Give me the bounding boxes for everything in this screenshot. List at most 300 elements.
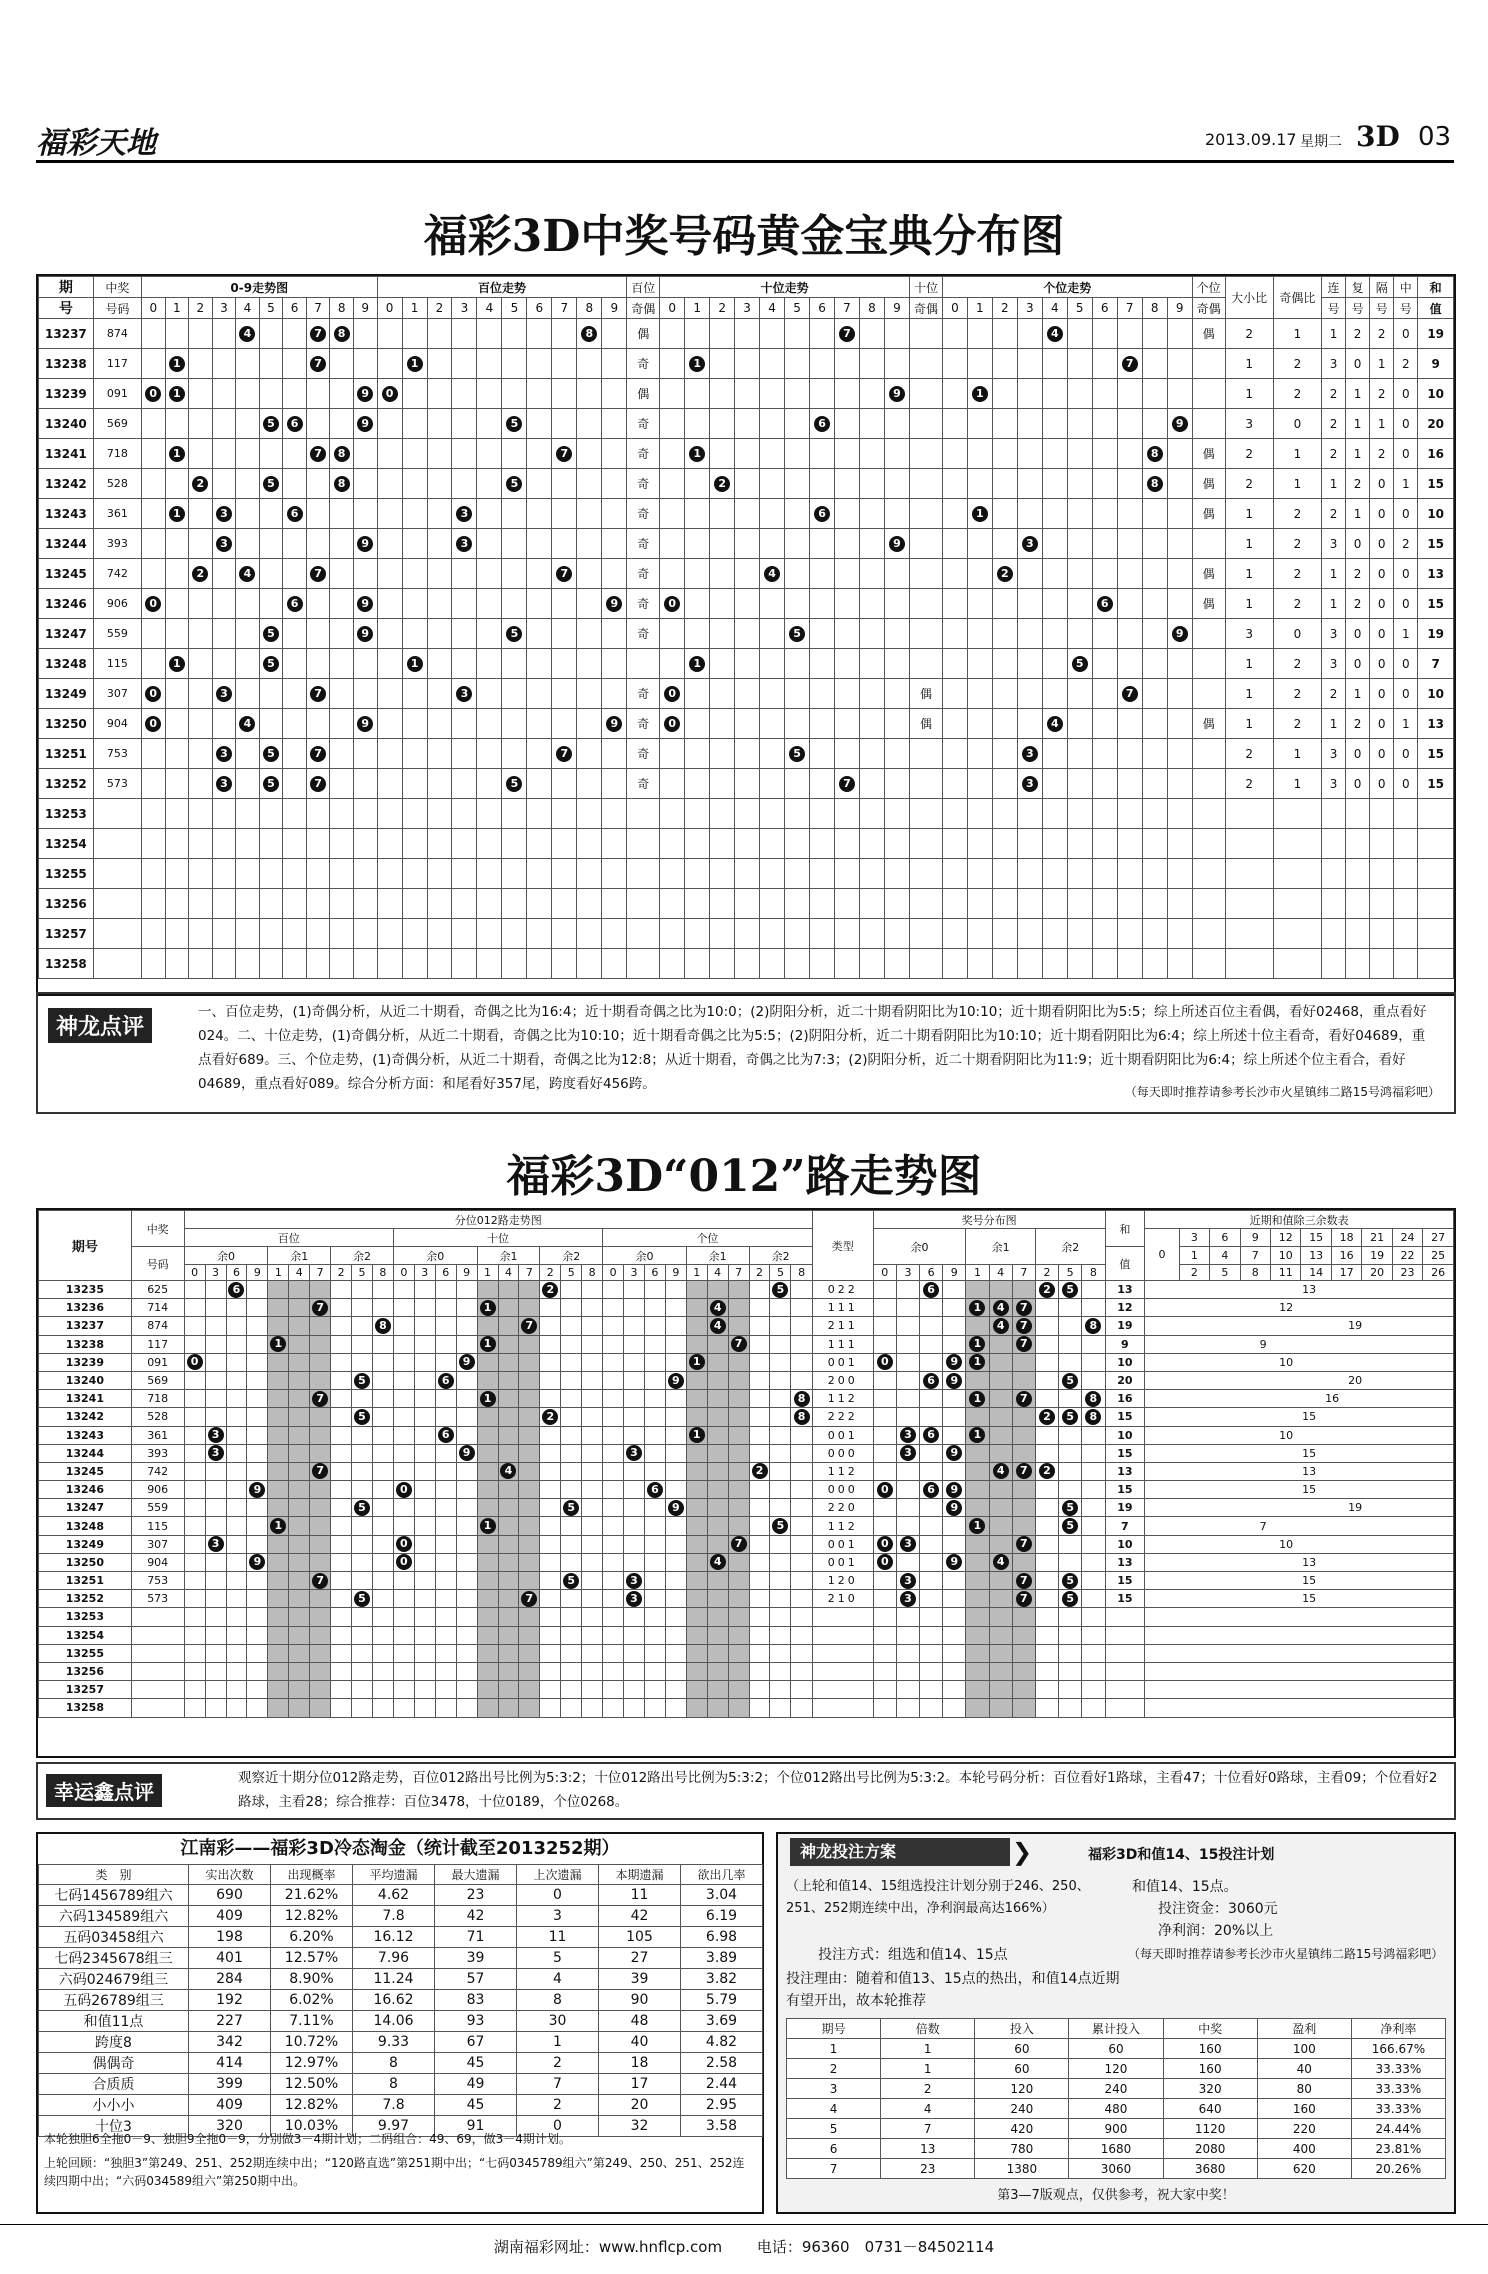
digit-header: 6 <box>283 298 307 319</box>
position-cell <box>884 769 909 799</box>
route-cell <box>665 1299 686 1317</box>
position-cell <box>992 499 1017 529</box>
route-cell <box>435 1662 456 1680</box>
position-cell <box>942 439 967 469</box>
mid-cell <box>1394 829 1418 859</box>
position-cell <box>760 949 785 979</box>
route-cell <box>456 1590 477 1608</box>
zero-nine-cell <box>212 679 236 709</box>
position-cell <box>1092 709 1117 739</box>
drawn-digit-ball: 1 <box>480 1300 496 1316</box>
route-cell <box>686 1390 707 1408</box>
route-cell <box>791 1371 812 1389</box>
position-cell <box>884 379 909 409</box>
zero-nine-cell <box>283 559 307 589</box>
route-cell <box>226 1281 247 1299</box>
consec-cell: 2 <box>1321 499 1345 529</box>
draw-header-top: 中奖 <box>131 1211 184 1247</box>
route-cell <box>268 1317 289 1335</box>
position-cell <box>502 769 527 799</box>
route-cell <box>749 1371 770 1389</box>
route-cell <box>603 1281 624 1299</box>
position-cell <box>967 679 992 709</box>
position-cell <box>402 949 427 979</box>
repeat-cell: 1 <box>1346 499 1370 529</box>
route-cell <box>310 1335 331 1353</box>
period-cell: 13251 <box>39 1572 132 1590</box>
route-cell <box>644 1662 665 1680</box>
route-cell <box>205 1481 226 1499</box>
drawn-digit-ball: 5 <box>1062 1573 1078 1589</box>
dist-cell <box>1012 1644 1035 1662</box>
route-cell <box>456 1662 477 1680</box>
route-cell <box>435 1481 456 1499</box>
position-cell <box>402 769 427 799</box>
route-cell <box>540 1681 561 1699</box>
route-cell <box>247 1499 268 1517</box>
route-cell <box>205 1535 226 1553</box>
draw-cell: 874 <box>93 319 141 349</box>
route-cell <box>561 1299 582 1317</box>
mid-cell: 1 <box>1394 469 1418 499</box>
rem-cell <box>1145 1444 1454 1462</box>
position-cell <box>810 529 835 559</box>
sum-cell: 9 <box>1418 349 1454 379</box>
plan-cell: 80 <box>1257 2079 1351 2099</box>
position-cell <box>1142 769 1167 799</box>
position-cell <box>942 319 967 349</box>
zero-nine-cell <box>165 859 189 889</box>
table-row <box>39 589 1454 619</box>
position-cell <box>577 739 602 769</box>
position-cell <box>1042 379 1067 409</box>
drawn-digit-ball: 9 <box>946 1373 962 1389</box>
drawn-digit-ball: 0 <box>145 596 161 612</box>
route-cell <box>603 1353 624 1371</box>
dist-cell <box>896 1699 919 1717</box>
repeat-cell: 2 <box>1346 319 1370 349</box>
type-cell: 001 <box>812 1426 873 1444</box>
position-cell <box>710 589 735 619</box>
dist-cell <box>1012 1371 1035 1389</box>
position-cell <box>1067 409 1092 439</box>
zero-nine-cell <box>259 349 283 379</box>
position-cell <box>835 919 860 949</box>
position-cell <box>427 889 452 919</box>
zero-nine-cell <box>283 949 307 979</box>
consec-cell: 1 <box>1321 589 1345 619</box>
draw-cell: 718 <box>93 439 141 469</box>
rem-value: 15 <box>1302 1592 1317 1606</box>
route-cell <box>540 1608 561 1626</box>
hundreds-oe-bot: 奇偶 <box>627 298 660 319</box>
route-cell <box>561 1426 582 1444</box>
position-cell <box>660 889 685 919</box>
digit-header: 4 <box>477 298 502 319</box>
route-cell <box>372 1608 393 1626</box>
dist-cell <box>1012 1626 1035 1644</box>
rem-value: 15 <box>1302 1574 1317 1588</box>
position-cell <box>602 709 627 739</box>
position-cell <box>1092 889 1117 919</box>
dist-cell <box>989 1281 1012 1299</box>
position-cell <box>602 469 627 499</box>
route-cell <box>393 1299 414 1317</box>
route-cell <box>393 1572 414 1590</box>
dist-cell <box>1059 1517 1082 1535</box>
sum-cell: 19 <box>1418 619 1454 649</box>
route-cell <box>435 1299 456 1317</box>
zero-nine-cell <box>283 889 307 919</box>
digit-header: 5 <box>785 298 810 319</box>
route-cell <box>582 1662 603 1680</box>
masthead-logo: 福彩天地 <box>36 126 156 161</box>
position-cell <box>1142 709 1167 739</box>
position-cell <box>1092 739 1117 769</box>
route-cell <box>331 1371 352 1389</box>
route-cell <box>352 1517 373 1535</box>
draw-cell: 904 <box>93 709 141 739</box>
position-cell <box>685 679 710 709</box>
route-cell <box>289 1553 310 1571</box>
route-cell <box>644 1644 665 1662</box>
route-cell <box>435 1426 456 1444</box>
rem-cell <box>1145 1572 1454 1590</box>
period-cell: 13239 <box>39 1353 132 1371</box>
sum-cell: 19 <box>1105 1499 1145 1517</box>
route-cell <box>519 1572 540 1590</box>
route-cell <box>372 1590 393 1608</box>
cold-cell: 16.12 <box>353 1927 435 1948</box>
zero-nine-cell <box>141 529 165 559</box>
oe-cell <box>910 589 943 619</box>
position-cell <box>1117 649 1142 679</box>
position-cell <box>735 859 760 889</box>
route-cell <box>352 1462 373 1480</box>
route-cell <box>624 1426 645 1444</box>
route-cell <box>728 1408 749 1426</box>
position-cell <box>735 679 760 709</box>
position-cell <box>577 559 602 589</box>
route-cell <box>498 1662 519 1680</box>
drawn-digit-ball: 5 <box>563 1500 579 1516</box>
route-cell <box>414 1572 435 1590</box>
drawn-digit-ball: 9 <box>357 416 373 432</box>
skip-cell <box>1370 859 1394 889</box>
route-cell <box>289 1499 310 1517</box>
cold-cell: 93 <box>435 2011 517 2032</box>
route-cell <box>352 1444 373 1462</box>
route-cell <box>624 1517 645 1535</box>
zero-nine-cell <box>236 499 260 529</box>
position-cell <box>785 529 810 559</box>
route-cell <box>686 1626 707 1644</box>
dist-cell <box>966 1335 989 1353</box>
oe-cell <box>627 859 660 889</box>
route-cell <box>414 1535 435 1553</box>
drawn-digit-ball: 1 <box>689 656 705 672</box>
draw-cell: 906 <box>131 1481 184 1499</box>
footer-site: 湖南福彩网址：www.hnflcp.com <box>493 2238 723 2256</box>
draw-cell: 361 <box>93 499 141 529</box>
position-cell <box>552 649 577 679</box>
route-cell <box>352 1335 373 1353</box>
zero-nine-cell <box>141 919 165 949</box>
position-cell <box>552 349 577 379</box>
position-cell <box>1067 829 1092 859</box>
route-cell <box>372 1517 393 1535</box>
big-small-cell: 2 <box>1225 319 1273 349</box>
route-cell <box>247 1408 268 1426</box>
cold-cell: 2 <box>517 2095 599 2116</box>
consec-cell: 1 <box>1321 319 1345 349</box>
route-cell <box>289 1353 310 1371</box>
route-cell <box>289 1699 310 1717</box>
position-cell <box>835 619 860 649</box>
sub-digit: 4 <box>707 1265 728 1281</box>
position-cell <box>967 949 992 979</box>
position-cell <box>1167 619 1192 649</box>
period-cell: 13253 <box>39 799 94 829</box>
big-small-cell: 1 <box>1225 649 1273 679</box>
zero-nine-cell <box>141 499 165 529</box>
period-cell: 13247 <box>39 1499 132 1517</box>
position-cell <box>427 319 452 349</box>
route-cell <box>331 1481 352 1499</box>
route-cell <box>603 1499 624 1517</box>
zero-nine-cell <box>283 349 307 379</box>
zero-nine-cell <box>283 799 307 829</box>
zero-nine-cell <box>165 769 189 799</box>
table-row <box>39 649 1454 679</box>
dist-cell <box>920 1517 943 1535</box>
cold-cell: 105 <box>599 1927 681 1948</box>
dist-cell <box>943 1462 966 1480</box>
drawn-digit-ball: 2 <box>1039 1409 1055 1425</box>
position-cell <box>502 529 527 559</box>
route-cell <box>728 1608 749 1626</box>
consec-cell: 3 <box>1321 769 1345 799</box>
rem-cell <box>1145 1390 1454 1408</box>
position-cell <box>502 889 527 919</box>
zero-nine-cell <box>165 709 189 739</box>
route-cell <box>644 1681 665 1699</box>
position-cell <box>660 739 685 769</box>
type-cell: 112 <box>812 1517 873 1535</box>
cold-cell: 284 <box>189 1969 271 1990</box>
position-cell <box>1167 379 1192 409</box>
position-cell <box>967 589 992 619</box>
route-cell <box>414 1481 435 1499</box>
position-cell <box>1017 529 1042 559</box>
route-cell <box>644 1444 665 1462</box>
dist-cell <box>943 1408 966 1426</box>
zero-nine-cell <box>306 619 330 649</box>
route-cell <box>226 1553 247 1571</box>
route-cell <box>477 1553 498 1571</box>
route-cell <box>603 1390 624 1408</box>
zero-nine-cell <box>165 949 189 979</box>
cold-cell: 3.89 <box>681 1948 763 1969</box>
route-cell <box>519 1499 540 1517</box>
position-cell <box>377 799 402 829</box>
zero-nine-cell <box>330 709 354 739</box>
position-cell <box>967 799 992 829</box>
dist-cell <box>1059 1626 1082 1644</box>
route-cell <box>728 1390 749 1408</box>
position-cell <box>602 889 627 919</box>
drawn-digit-ball: 5 <box>263 776 279 792</box>
oe-cell: 奇 <box>627 529 660 559</box>
route-cell <box>582 1335 603 1353</box>
position-cell <box>859 319 884 349</box>
route-cell <box>414 1426 435 1444</box>
zero-nine-cell <box>330 589 354 619</box>
zero-nine-cell <box>212 379 236 409</box>
route-cell <box>749 1390 770 1408</box>
position-cell <box>967 709 992 739</box>
oe-cell <box>910 379 943 409</box>
position-cell <box>402 589 427 619</box>
odd-even-cell: 2 <box>1273 349 1321 379</box>
rem-header: 近期和值除三余数表 <box>1145 1211 1454 1229</box>
betting-plan-note: （每天即时推荐请参考长沙市火星镇纬二路15号鸿福彩吧） <box>1128 1947 1444 1961</box>
period-header: 期号 <box>39 1211 132 1281</box>
mid-cell <box>1394 859 1418 889</box>
repeat-cell: 1 <box>1346 379 1370 409</box>
rem-cell <box>1145 1408 1454 1426</box>
dist-cell <box>989 1626 1012 1644</box>
route-cell <box>268 1681 289 1699</box>
route-cell <box>310 1517 331 1535</box>
zero-nine-cell <box>330 559 354 589</box>
repeat-cell: 0 <box>1346 529 1370 559</box>
position-cell <box>884 949 909 979</box>
dist-cell <box>896 1426 919 1444</box>
drawn-digit-ball: 5 <box>789 626 805 642</box>
dist-cell <box>1059 1444 1082 1462</box>
position-cell <box>760 499 785 529</box>
drawn-digit-ball: 0 <box>396 1482 412 1498</box>
drawn-digit-ball: 4 <box>764 566 780 582</box>
drawn-digit-ball: 0 <box>877 1554 893 1570</box>
position-cell <box>577 439 602 469</box>
dist-cell <box>896 1517 919 1535</box>
position-cell <box>992 439 1017 469</box>
zero-nine-cell <box>330 829 354 859</box>
position-cell <box>527 679 552 709</box>
zero-nine-cell <box>189 349 213 379</box>
draw-cell <box>131 1644 184 1662</box>
plan-cell: 2 <box>881 2079 975 2099</box>
position-cell <box>1042 409 1067 439</box>
dist-cell <box>873 1371 896 1389</box>
position-cell <box>527 499 552 529</box>
dist-cell <box>1059 1371 1082 1389</box>
route-cell <box>331 1353 352 1371</box>
position-cell <box>760 439 785 469</box>
route-cell <box>226 1299 247 1317</box>
cold-cell: 10.03% <box>271 2116 353 2137</box>
route-cell <box>665 1590 686 1608</box>
cold-cell: 12.50% <box>271 2074 353 2095</box>
position-cell <box>577 889 602 919</box>
dist-cell <box>920 1499 943 1517</box>
cold-cell: 11 <box>599 1885 681 1906</box>
route-cell <box>247 1681 268 1699</box>
zero-nine-cell <box>306 709 330 739</box>
position-cell <box>502 859 527 889</box>
drawn-digit-ball: 9 <box>668 1500 684 1516</box>
zero-nine-cell <box>141 709 165 739</box>
route-cell <box>791 1499 812 1517</box>
route-cell <box>226 1444 247 1462</box>
distribution-table <box>38 276 1454 979</box>
big-small-cell: 3 <box>1225 619 1273 649</box>
plan-cell: 2080 <box>1163 2139 1257 2159</box>
position-cell <box>1117 949 1142 979</box>
drawn-digit-ball: 1 <box>969 1518 985 1534</box>
position-cell <box>810 379 835 409</box>
route-cell <box>393 1644 414 1662</box>
route-cell <box>477 1299 498 1317</box>
zero-nine-cell <box>212 559 236 589</box>
digit-header: 5 <box>1067 298 1092 319</box>
position-cell <box>992 919 1017 949</box>
dist-cell <box>1059 1590 1082 1608</box>
dist-cell <box>1035 1553 1058 1571</box>
route-cell <box>498 1426 519 1444</box>
route-cell <box>749 1335 770 1353</box>
route-cell <box>791 1590 812 1608</box>
section1-title: 福彩3D中奖号码黄金宝典分布图 <box>423 211 1065 262</box>
zero-nine-cell <box>283 469 307 499</box>
position-cell <box>602 799 627 829</box>
dist-digit: 2 <box>1035 1265 1058 1281</box>
route-cell <box>205 1662 226 1680</box>
digit-header: 3 <box>452 298 477 319</box>
position-cell <box>477 799 502 829</box>
position-cell <box>1017 739 1042 769</box>
position-cell <box>1017 829 1042 859</box>
zero-nine-cell <box>236 559 260 589</box>
position-cell <box>427 409 452 439</box>
dist-cell <box>873 1481 896 1499</box>
route-cell <box>289 1535 310 1553</box>
zero-nine-cell <box>259 649 283 679</box>
position-cell <box>785 919 810 949</box>
position-cell <box>760 529 785 559</box>
draw-cell: 115 <box>131 1517 184 1535</box>
route-cell <box>791 1644 812 1662</box>
oe-cell <box>627 649 660 679</box>
drawn-digit-ball: 8 <box>334 476 350 492</box>
route-cell <box>372 1299 393 1317</box>
route-cell <box>205 1517 226 1535</box>
oe-cell: 奇 <box>627 409 660 439</box>
oe-cell <box>910 859 943 889</box>
route-cell <box>561 1553 582 1571</box>
plan-cell: 3060 <box>1069 2159 1163 2179</box>
route-cell <box>393 1535 414 1553</box>
position-cell <box>967 649 992 679</box>
betting-plan-table <box>786 2018 1446 2179</box>
position-cell <box>377 679 402 709</box>
repeat-cell <box>1346 919 1370 949</box>
drawn-digit-ball: 1 <box>689 446 705 462</box>
route-cell <box>414 1662 435 1680</box>
sum-cell <box>1105 1626 1145 1644</box>
